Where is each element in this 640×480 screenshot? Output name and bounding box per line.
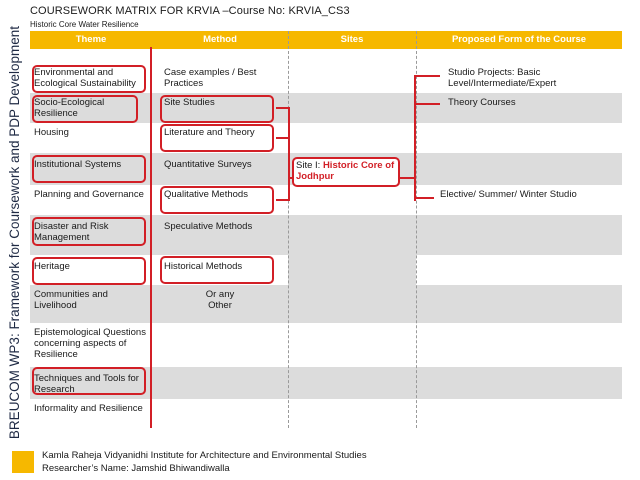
table-row xyxy=(30,285,622,323)
theme-cell: Institutional Systems xyxy=(34,159,122,170)
footer-logo-square xyxy=(12,451,34,473)
method-highlight-box xyxy=(160,186,274,214)
header-course: Proposed Form of the Course xyxy=(451,34,587,45)
method-cell: Speculative Methods xyxy=(164,221,253,232)
theme-highlight-box xyxy=(32,155,146,183)
table-row xyxy=(30,185,622,215)
method-highlight-box xyxy=(160,124,274,152)
method-connector xyxy=(276,107,288,109)
side-title-text: BREUCOM WP3: Framework for Coursework and PDP Development xyxy=(7,25,23,439)
method-highlight-box xyxy=(160,95,274,123)
header-method: Method xyxy=(203,34,237,45)
footer-researcher: Researcher’s Name: Jamshid Bhiwandiwalla xyxy=(42,463,230,474)
coursework-matrix xyxy=(30,31,622,428)
page-subtitle: Historic Core Water Resilience xyxy=(30,20,139,29)
page-title: COURSEWORK MATRIX FOR KRVIA –Course No: KRVIA_CS3 xyxy=(30,5,350,17)
theme-highlight-box xyxy=(32,367,146,395)
table-row xyxy=(30,323,622,367)
theme-connector-line xyxy=(150,47,152,428)
theme-cell: Planning and Governance xyxy=(34,189,144,200)
method-cell: Literature and Theory xyxy=(164,127,255,138)
course-connector xyxy=(414,75,440,77)
method-connector-line xyxy=(288,107,290,201)
header-row xyxy=(30,31,622,49)
theme-highlight-box xyxy=(32,95,138,123)
theme-cell: Techniques and Tools for Research xyxy=(34,373,139,395)
theme-cell: Epistemological Questions concerning aspects of Resilience xyxy=(34,327,146,360)
theme-highlight-box xyxy=(32,257,146,285)
method-cell: Historical Methods xyxy=(164,261,243,272)
method-cell: Quantitative Surveys xyxy=(164,159,252,170)
theme-highlight-box xyxy=(32,65,146,93)
header-theme: Theme xyxy=(75,34,107,45)
theme-cell: Heritage xyxy=(34,261,70,272)
site-prefix: Site I: xyxy=(296,160,323,171)
course-connector xyxy=(414,197,434,199)
method-cell: Site Studies xyxy=(164,97,215,108)
method-cell: Qualitative Methods xyxy=(164,189,248,200)
method-highlight-box xyxy=(160,256,274,284)
side-title xyxy=(4,25,26,439)
theme-cell: Communities and Livelihood xyxy=(34,289,108,311)
table-row xyxy=(30,123,622,153)
site-name: Historic Core of Jodhpur xyxy=(296,160,395,182)
theme-cell: Informality and Resilience xyxy=(34,403,143,414)
theme-cell: Environmental and Ecological Sustainability xyxy=(34,67,136,89)
sites-shade xyxy=(288,255,416,285)
course-cell: Elective/ Summer/ Winter Studio xyxy=(440,189,577,200)
table-row xyxy=(30,399,622,428)
site-box xyxy=(292,157,400,187)
site-label xyxy=(294,159,398,183)
header-sites: Sites xyxy=(340,34,364,45)
column-divider xyxy=(288,31,289,428)
theme-cell: Socio-Ecological Resilience xyxy=(34,97,105,119)
method-connector xyxy=(276,137,288,139)
theme-cell: Housing xyxy=(34,127,69,138)
theme-cell: Disaster and Risk Management xyxy=(34,221,109,243)
course-cell: Theory Courses xyxy=(448,97,516,108)
footer-institute: Kamla Raheja Vidyanidhi Institute for Architecture and Environmental Studies xyxy=(42,450,367,461)
method-connector xyxy=(276,199,288,201)
column-divider xyxy=(416,31,417,428)
method-cell: Case examples / Best Practices xyxy=(164,67,257,89)
method-cell: Or any Other xyxy=(205,289,235,311)
course-cell: Studio Projects: Basic Level/Intermediate/Expert xyxy=(448,67,557,89)
theme-highlight-box xyxy=(32,217,146,246)
course-connector xyxy=(414,103,440,105)
course-connector-line xyxy=(414,75,416,201)
